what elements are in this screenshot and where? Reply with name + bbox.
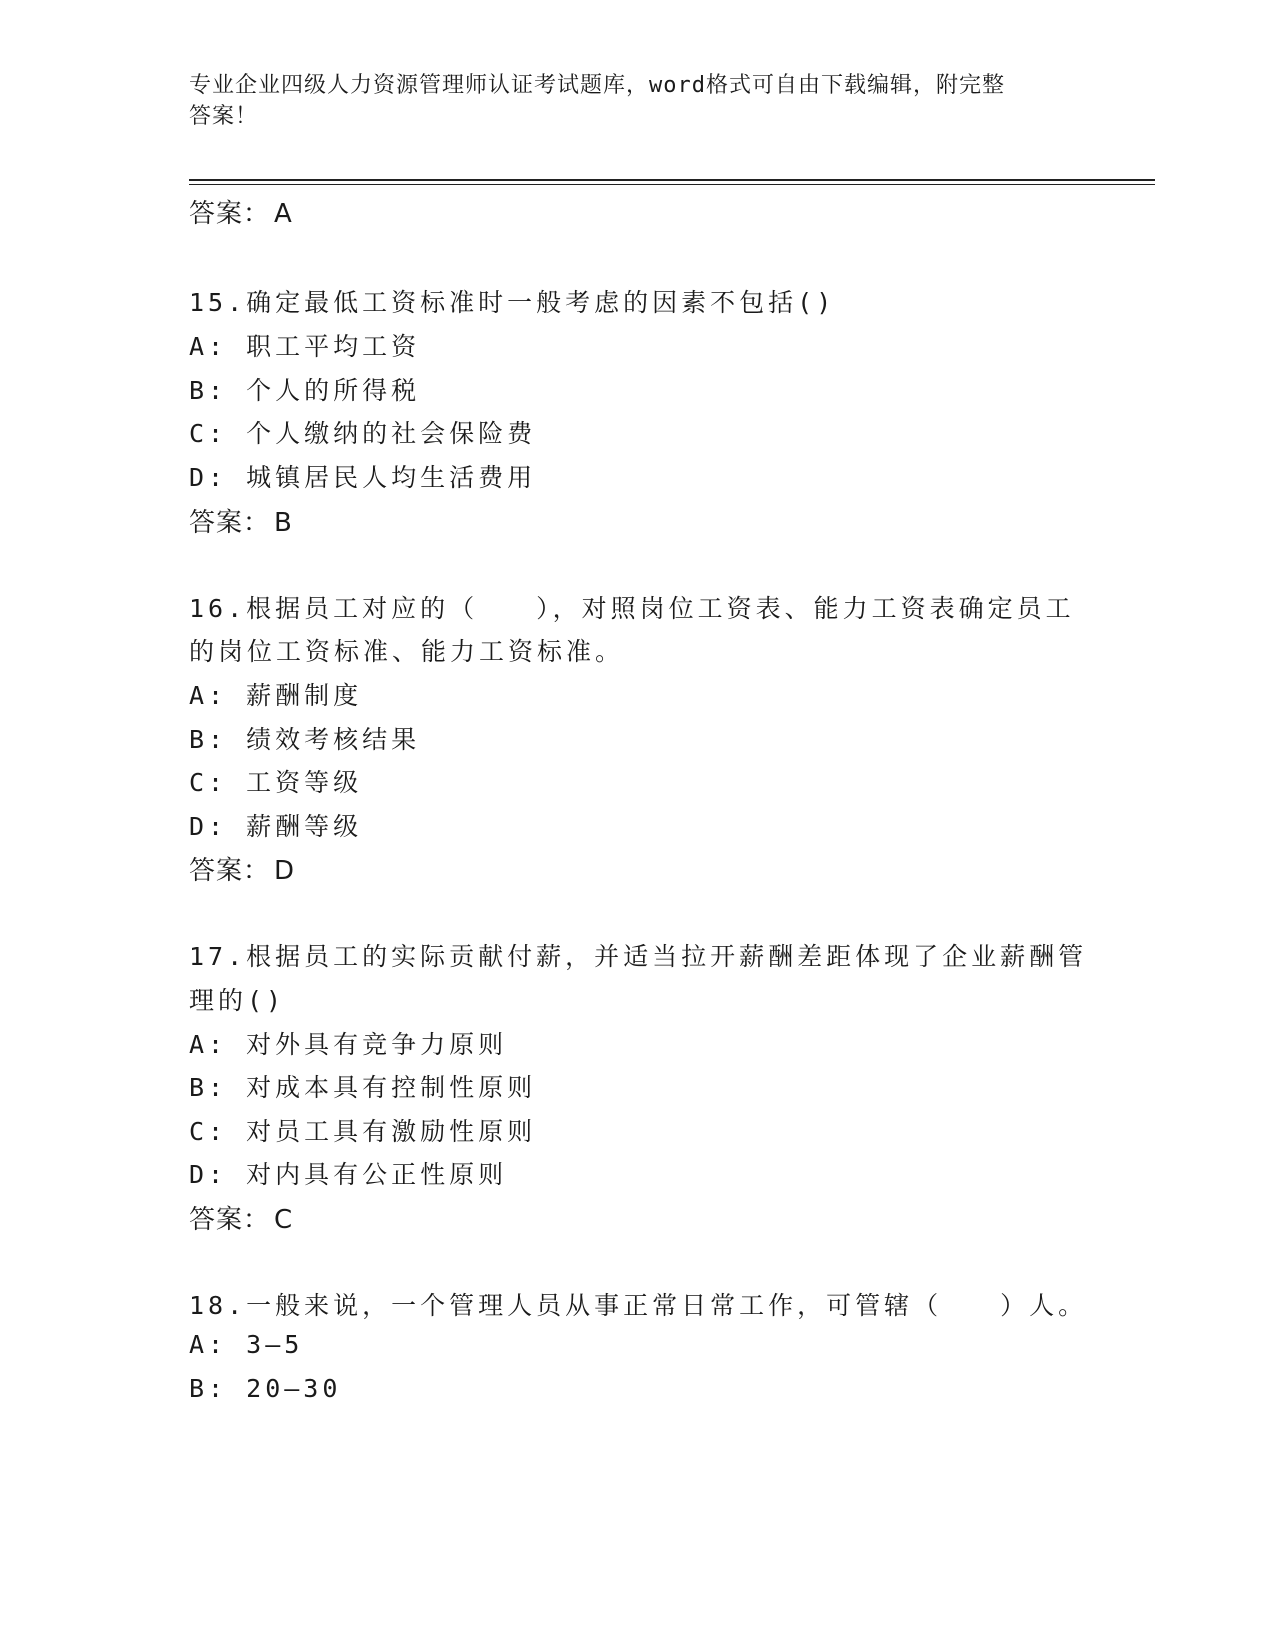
option-a: A: 薪酬制度 xyxy=(189,681,363,710)
option-a: A: 职工平均工资 xyxy=(189,332,421,361)
header-line-2: 答案！ xyxy=(189,104,259,129)
option-c: C: 对员工具有激励性原则 xyxy=(189,1117,537,1146)
question-stem-16-line-2: 的岗位工资标准、能力工资标准。 xyxy=(189,637,625,666)
answer-label: 答案： xyxy=(189,856,271,886)
answer-label: 答案： xyxy=(189,1205,271,1235)
answer-line xyxy=(189,193,293,230)
option-b: B: 个人的所得税 xyxy=(189,376,421,405)
question-stem-16-line-1: 16.根据员工对应的（ ），对照岗位工资表、能力工资表确定员工 xyxy=(189,594,1075,623)
question-stem-17-line-1: 17.根据员工的实际贡献付薪，并适当拉开薪酬差距体现了企业薪酬管 xyxy=(189,942,1088,971)
option-a: A: 3—5 xyxy=(189,1330,304,1359)
option-c: C: 工资等级 xyxy=(189,768,363,797)
question-stem-17-line-2: 理的() xyxy=(189,986,286,1015)
option-d: D: 对内具有公正性原则 xyxy=(189,1160,508,1189)
header-divider-thin xyxy=(189,184,1155,185)
answer-value: A xyxy=(274,199,293,229)
option-a: A: 对外具有竞争力原则 xyxy=(189,1030,508,1059)
option-c: C: 个人缴纳的社会保险费 xyxy=(189,419,537,448)
answer-value: D xyxy=(274,856,296,886)
answer-value: C xyxy=(274,1205,294,1235)
answer-line xyxy=(189,850,295,887)
option-b: B: 20—30 xyxy=(189,1374,342,1403)
answer-value: B xyxy=(274,508,293,538)
answer-label: 答案： xyxy=(189,199,271,229)
option-b: B: 绩效考核结果 xyxy=(189,725,421,754)
answer-line xyxy=(189,502,293,539)
question-stem-18: 18.一般来说，一个管理人员从事正常日常工作，可管辖（ ）人。 xyxy=(189,1291,1088,1320)
option-b: B: 对成本具有控制性原则 xyxy=(189,1073,537,1102)
option-d: D: 薪酬等级 xyxy=(189,812,363,841)
document-header-note xyxy=(189,70,1069,132)
question-stem-15: 15.确定最低工资标准时一般考虑的因素不包括() xyxy=(189,288,836,317)
answer-line xyxy=(189,1199,293,1236)
option-d: D: 城镇居民人均生活费用 xyxy=(189,463,537,492)
header-line-1: 专业企业四级人力资源管理师认证考试题库，word格式可自由下载编辑，附完整 xyxy=(189,73,1005,98)
header-divider-thick xyxy=(189,179,1155,181)
answer-label: 答案： xyxy=(189,508,271,538)
